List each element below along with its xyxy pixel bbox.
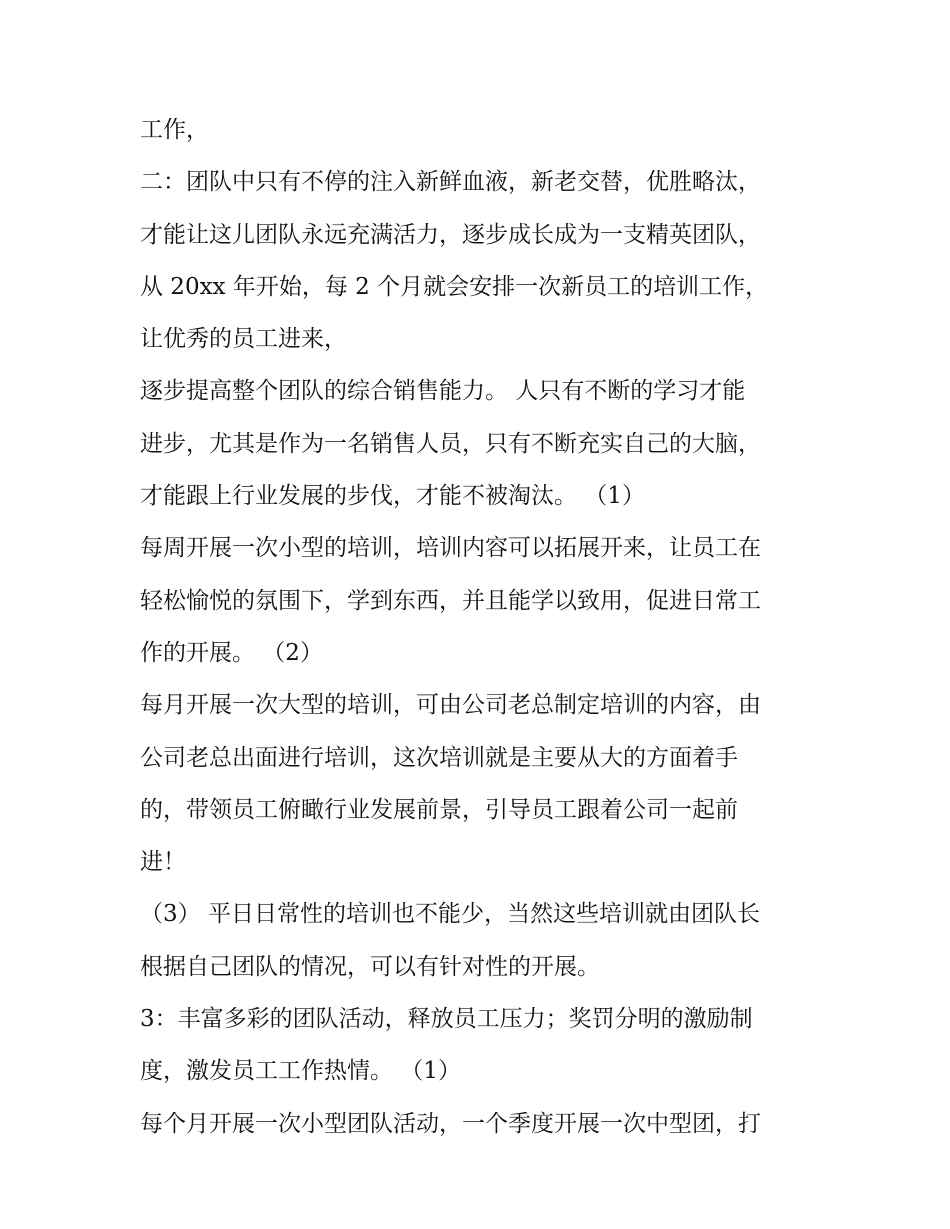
text-line: 让优秀的员工进来，	[140, 326, 347, 353]
document-body	[140, 104, 820, 1150]
text-line: 轻松愉悦的氛围下，学到东西，并且能学以致用，促进日常工	[140, 587, 761, 614]
text-line: （3） 平日日常性的培训也不能少，当然这些培训就由团队长	[140, 901, 760, 928]
text-line: 每月开展一次大型的培训，可由公司老总制定培训的内容，由	[140, 692, 761, 719]
text-line: 每周开展一次小型的培训，培训内容可以拓展开来，让员工在	[140, 535, 761, 562]
text-line: 进！	[140, 849, 186, 876]
text-line: 每个月开展一次小型团队活动，一个季度开展一次中型团，打	[140, 1110, 761, 1137]
text-line: 度，激发员工工作热情。 （1）	[140, 1058, 461, 1085]
text-line: 二：团队中只有不停的注入新鲜血液，新老交替，优胜略汰，	[140, 169, 761, 196]
text-line: 公司老总出面进行培训，这次培训就是主要从大的方面着手	[140, 744, 738, 771]
text-line: 从 20xx 年开始，每 2 个月就会安排一次新员工的培训工作，	[140, 273, 769, 300]
text-line: 的，带领员工俯瞰行业发展前景，引导员工跟着公司一起前	[140, 796, 738, 823]
text-line: 才能跟上行业发展的步伐，才能不被淘汰。 （1）	[140, 483, 645, 510]
text-line: 逐步提高整个团队的综合销售能力。 人只有不断的学习才能	[140, 378, 746, 405]
text-line: 才能让这儿团队永远充满活力，逐步成长成为一支精英团队，	[140, 221, 761, 248]
text-line: 作的开展。 （2）	[140, 639, 323, 666]
text-line: 工作，	[140, 117, 209, 143]
text-line: 进步，尤其是作为一名销售人员，只有不断充实自己的大脑，	[140, 430, 761, 457]
text-line: 根据自己团队的情况，可以有针对性的开展。	[140, 953, 600, 980]
text-line: 3：丰富多彩的团队活动，释放员工压力；奖罚分明的激励制	[140, 1006, 753, 1033]
